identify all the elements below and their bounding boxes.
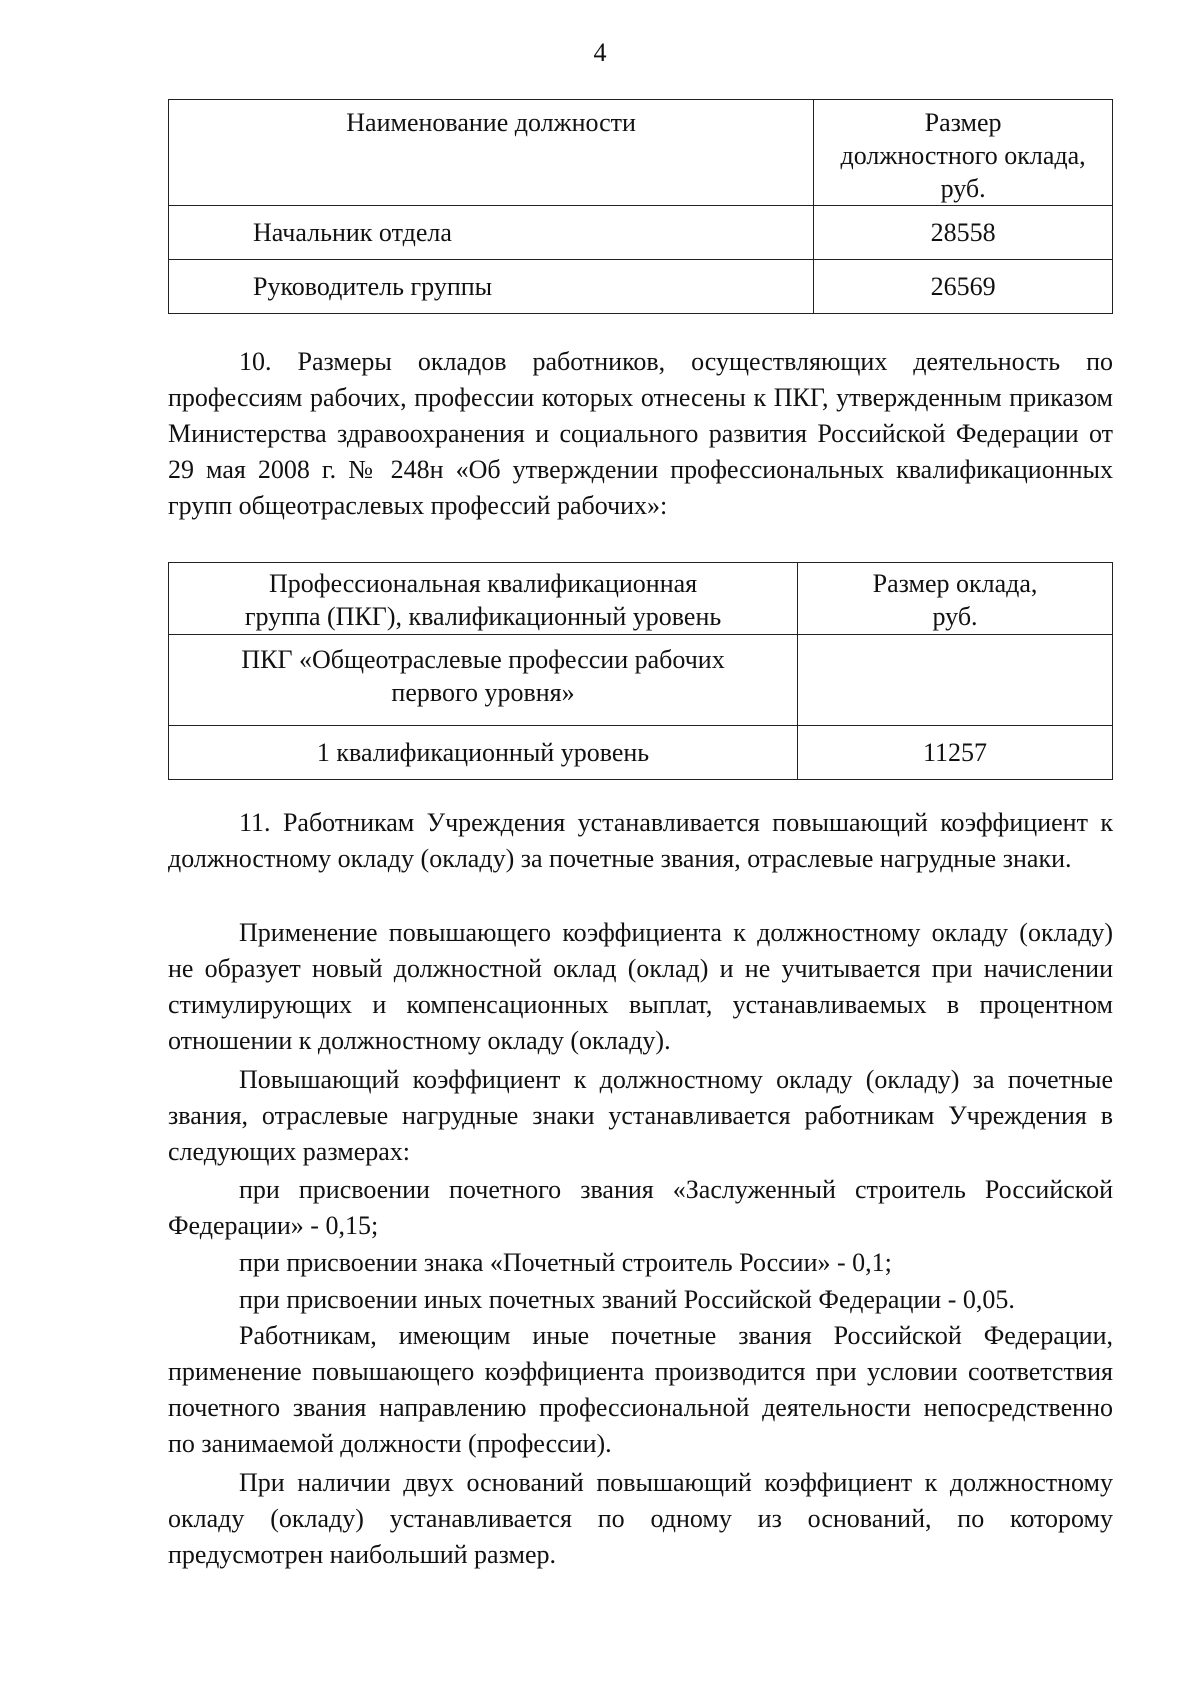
header-line: должностного оклада, xyxy=(840,141,1086,170)
paragraph-11-two-grounds: При наличии двух оснований повышающий коэффициент к должностному окладу (окладу) устанавливается по одному из оснований, по которому предусмотрен наибольший размер. xyxy=(168,1468,1113,1569)
header-line: руб. xyxy=(932,602,978,631)
level-name-cell: 1 квалификационный уровень xyxy=(169,726,798,780)
paragraph-10: 10. Размеры окладов работников, осуществляющих деятельность по профессиям рабочих, профессии которых отнесены к ПКГ, утвержденным приказом Министерства здравоохранения и социального развития Российской Федерации от 29 мая 2008 г. № 248н «Об утверждении профессиональных квалификационных групп общеотраслевых профессий рабочих»: xyxy=(168,347,1113,520)
paragraph-11-item-badge: при присвоении знака «Почетный строитель России» - 0,1; xyxy=(239,1248,892,1277)
table-header-row xyxy=(169,563,1113,635)
paragraph-11-other-titles: Работникам, имеющим иные почетные звания Российской Федерации, применение повышающего коэффициента производится при условии соответствия почетного звания направлению профессиональной деятельности непосредственно по занимаемой должности (профессии). xyxy=(168,1321,1113,1458)
column-header-salary xyxy=(814,100,1113,206)
table-header-row xyxy=(169,100,1113,206)
header-line: Размер xyxy=(924,108,1002,137)
qualification-group-table xyxy=(168,562,1113,780)
header-line: руб. xyxy=(940,174,986,203)
group-name-line: ПКГ «Общеотраслевые профессии рабочих xyxy=(241,645,725,674)
table-row xyxy=(169,726,1113,780)
paragraph-11-application: Применение повышающего коэффициента к должностному окладу (окладу) не образует новый должностной оклад (оклад) и не учитывается при начислении стимулирующих и компенсационных выплат, устанавливаемых в процентном отношении к должностному окладу (окладу). xyxy=(168,918,1113,1055)
position-cell: Руководитель группы xyxy=(169,260,814,314)
group-name-line: первого уровня» xyxy=(391,678,575,707)
group-name-cell xyxy=(169,635,798,726)
position-salary-table xyxy=(168,99,1113,314)
paragraph-11-item-builder: при присвоении почетного звания «Заслуженный строитель Российской Федерации» - 0,15; xyxy=(168,1175,1113,1240)
column-header-salary xyxy=(798,563,1113,635)
position-cell: Начальник отдела xyxy=(169,206,814,260)
paragraph-11-sizes: Повышающий коэффициент к должностному окладу (окладу) за почетные звания, отраслевые нагрудные знаки устанавливается работникам Учреждения в следующих размерах: xyxy=(168,1065,1113,1166)
salary-cell: 26569 xyxy=(814,260,1113,314)
column-header-group xyxy=(169,563,798,635)
paragraph-11: 11. Работникам Учреждения устанавливается повышающий коэффициент к должностному окладу (окладу) за почетные звания, отраслевые нагрудные знаки. xyxy=(168,808,1113,873)
salary-cell xyxy=(798,635,1113,726)
paragraph-11-item-other: при присвоении иных почетных званий Российской Федерации - 0,05. xyxy=(239,1285,1015,1314)
table-row xyxy=(169,260,1113,314)
column-header-position: Наименование должности xyxy=(169,100,814,206)
salary-cell: 11257 xyxy=(798,726,1113,780)
table-row xyxy=(169,206,1113,260)
header-line: Профессиональная квалификационная xyxy=(268,569,698,598)
salary-cell: 28558 xyxy=(814,206,1113,260)
header-line: Размер оклада, xyxy=(872,569,1038,598)
page-number: 4 xyxy=(593,38,607,67)
table-row xyxy=(169,635,1113,726)
header-line: группа (ПКГ), квалификационный уровень xyxy=(244,602,722,631)
